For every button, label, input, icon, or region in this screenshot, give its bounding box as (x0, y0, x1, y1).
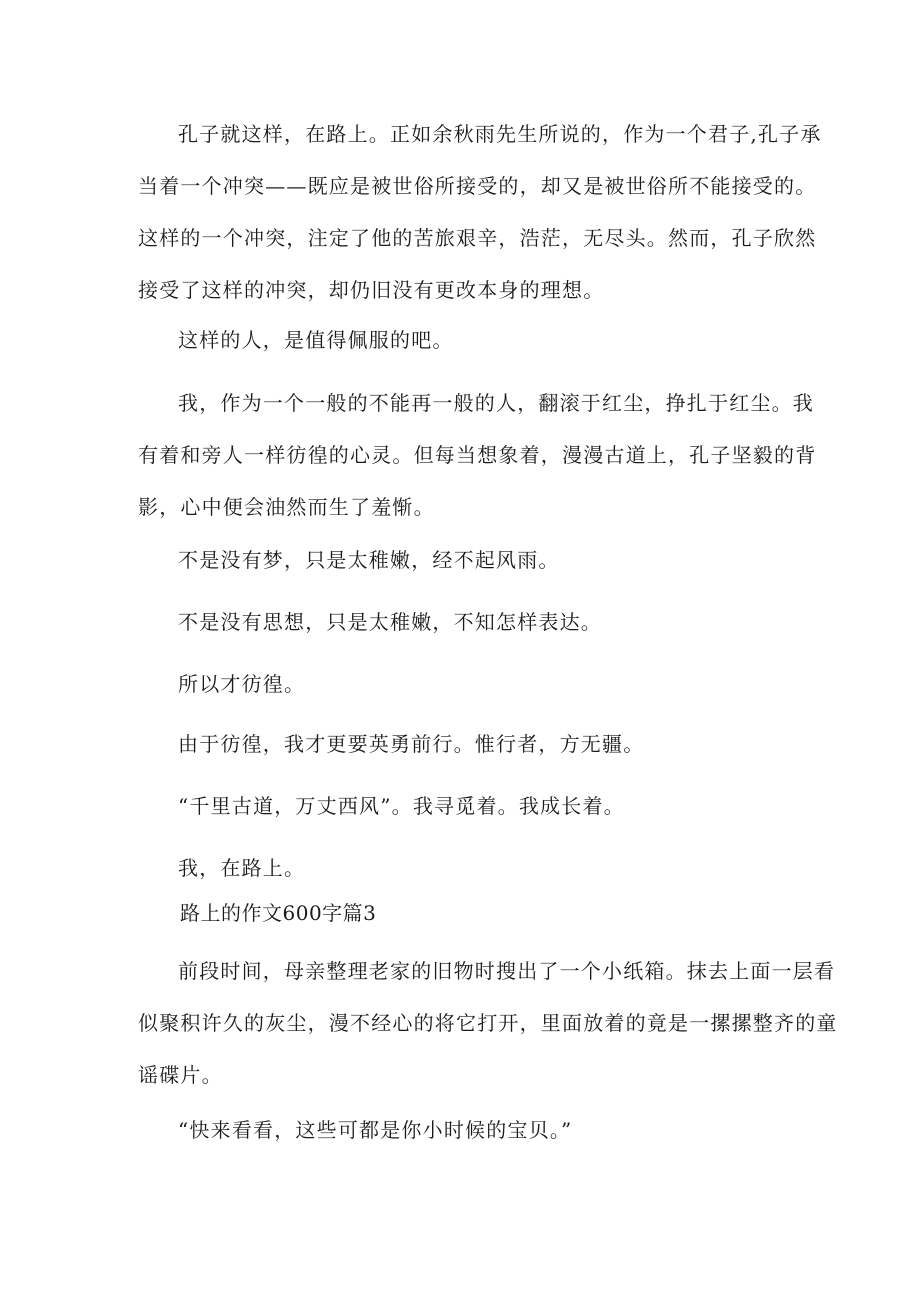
text-line: 当着一个冲突——既应是被世俗所接受的，却又是被世俗所不能接受的。 (138, 174, 817, 198)
paragraph-ordinary-person (138, 377, 817, 533)
text-line: 我，在路上。 (178, 856, 306, 880)
paragraph-march-forward (138, 718, 788, 770)
text-line: “快来看看，这些可都是你小时候的宝贝。” (178, 1118, 573, 1142)
text-line: 接受了这样的冲突，却仍旧没有更改本身的理想。 (138, 278, 605, 302)
paragraph-mother-quote (138, 1104, 788, 1156)
text-line: 所以才彷徨。 (178, 672, 306, 696)
paragraph-ancient-road (138, 780, 788, 832)
text-line: 影，心中便会油然而生了羞惭。 (138, 495, 435, 519)
text-line: 这样的人，是值得佩服的吧。 (178, 328, 454, 352)
paragraph-thought (138, 596, 788, 648)
text-line: 不是没有思想，只是太稚嫩，不知怎样表达。 (178, 610, 602, 634)
text-line: 前段时间，母亲整理老家的旧物时搜出了一个小纸箱。抹去上面一层看 (178, 959, 836, 983)
paragraph-on-the-road (138, 842, 788, 894)
paragraph-dream (138, 534, 788, 586)
text-line: 由于彷徨，我才更要英勇前行。惟行者，方无疆。 (178, 732, 645, 756)
text-line: 有着和旁人一样彷徨的心灵。但每当想象着，漫漫古道上，孔子坚毅的背 (138, 443, 817, 467)
text-line: 谣碟片。 (138, 1063, 223, 1087)
section-heading: 路上的作文600字篇3 (180, 901, 377, 925)
paragraph-admiration (138, 314, 788, 366)
text-line: 孔子就这样，在路上。正如余秋雨先生所说的，作为一个君子,孔子承 (178, 122, 822, 146)
paragraph-old-box (138, 945, 838, 1101)
paragraph-hesitation (138, 658, 788, 710)
text-line: 我，作为一个一般的不能再一般的人，翻滚于红尘，挣扎于红尘。我 (178, 391, 814, 415)
text-line: 似聚积许久的灰尘，漫不经心的将它打开，里面放着的竟是一摞摞整齐的童 (138, 1011, 838, 1035)
text-line: “千里古道，万丈西风”。我寻觅着。我成长着。 (178, 794, 625, 818)
text-line: 不是没有梦，只是太稚嫩，经不起风雨。 (178, 548, 560, 572)
paragraph-confucius-on-road (138, 108, 822, 316)
text-line: 这样的一个冲突，注定了他的苦旅艰辛，浩茫，无尽头。然而，孔子欣然 (138, 226, 817, 250)
